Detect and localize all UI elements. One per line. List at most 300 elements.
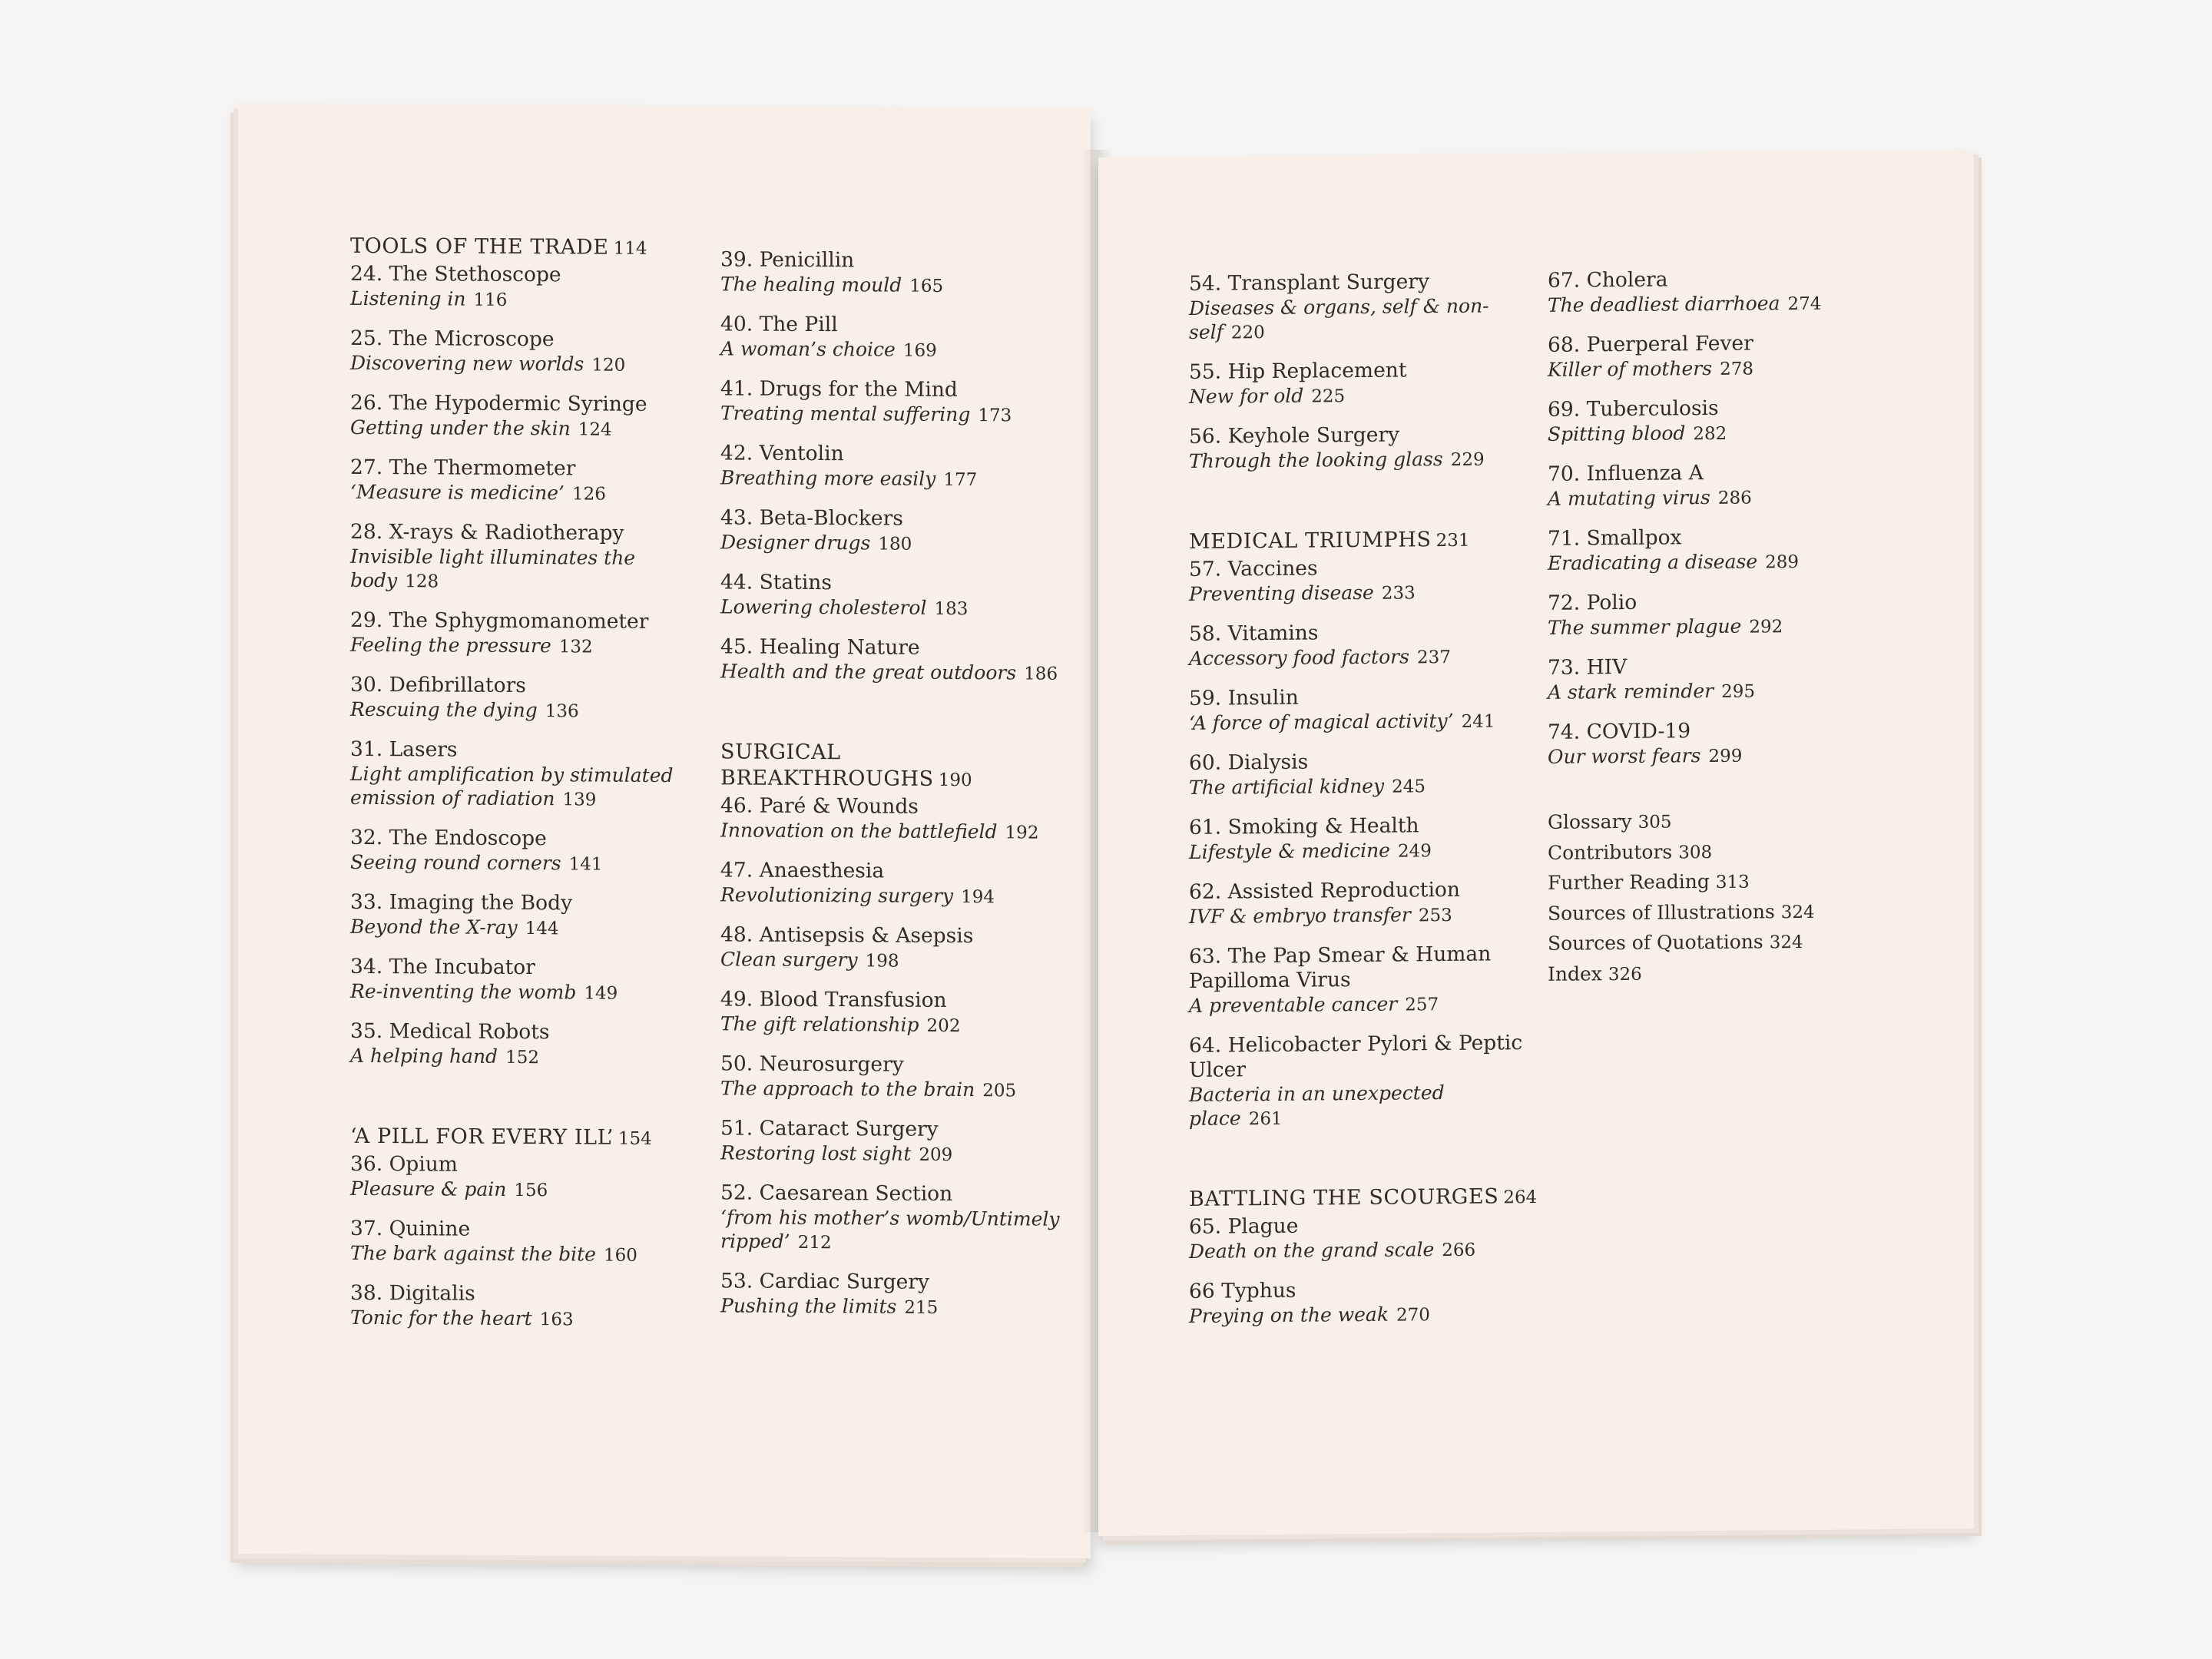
entry-page: 249 bbox=[1397, 841, 1432, 862]
entry-page: 292 bbox=[1749, 617, 1783, 637]
entry-subtitle-text: A mutating virus bbox=[1548, 486, 1710, 510]
entry-subtitle-text: Killer of mothers bbox=[1548, 357, 1713, 381]
entry-subtitle bbox=[350, 697, 688, 724]
entry-subtitle bbox=[350, 480, 688, 507]
entry-title: 44. Statins bbox=[720, 570, 832, 595]
entry-title: 65. Plague bbox=[1189, 1214, 1299, 1239]
entry-subtitle-text: IVF & embryo transfer bbox=[1189, 903, 1411, 928]
entry-title: 66 Typhus bbox=[1189, 1278, 1296, 1303]
section-title: MEDICAL TRIUMPHS bbox=[1189, 528, 1432, 554]
entry-subtitle-text: Invisible light illuminates the body bbox=[350, 545, 636, 592]
entry-subtitle bbox=[350, 286, 688, 313]
toc-entry bbox=[1548, 266, 1870, 319]
back-matter bbox=[1548, 805, 1870, 990]
entry-subtitle bbox=[720, 1076, 1066, 1103]
toc-entry bbox=[720, 1181, 1066, 1256]
back-matter-page: 308 bbox=[1678, 842, 1713, 863]
toc-entry bbox=[720, 1051, 1066, 1103]
left-page bbox=[238, 104, 1091, 1558]
back-matter-item bbox=[1548, 896, 1870, 929]
entry-page: 169 bbox=[902, 340, 937, 361]
toc-entry bbox=[350, 1019, 688, 1071]
entry-subtitle-text: Feeling the pressure bbox=[350, 633, 551, 657]
entry-title: 27. The Thermometer bbox=[350, 455, 576, 481]
entry-title: 43. Beta-Blockers bbox=[720, 505, 903, 531]
toc-entry bbox=[350, 737, 688, 813]
toc-entry bbox=[1189, 1277, 1542, 1330]
entry-subtitle bbox=[350, 416, 688, 442]
entry-title: 41. Drugs for the Mind bbox=[720, 376, 958, 402]
entry-page: 245 bbox=[1392, 777, 1426, 797]
entry-subtitle-text: Getting under the skin bbox=[350, 416, 571, 440]
toc-entry bbox=[720, 922, 1066, 974]
back-matter-item bbox=[1548, 957, 1870, 990]
section-heading bbox=[1189, 1184, 1542, 1214]
entry-page: 202 bbox=[926, 1015, 961, 1037]
entry-subtitle-text: Eradicating a disease bbox=[1548, 550, 1758, 575]
toc-entry bbox=[350, 673, 688, 724]
toc-entry bbox=[1189, 813, 1542, 866]
toc-entry bbox=[1548, 717, 1870, 770]
toc-entry bbox=[350, 326, 688, 378]
entry-subtitle bbox=[350, 1241, 688, 1268]
entry-subtitle-text: Light amplification by stimulated emission of radiation bbox=[350, 762, 674, 810]
entry-subtitle bbox=[1189, 579, 1542, 608]
entry-title: 72. Polio bbox=[1548, 590, 1637, 615]
back-matter-item bbox=[1548, 805, 1870, 838]
toc-entry bbox=[1548, 653, 1870, 706]
entry-title: 60. Dialysis bbox=[1189, 750, 1309, 775]
entry-subtitle bbox=[1189, 644, 1542, 672]
entry-title: 34. The Incubator bbox=[350, 954, 535, 980]
section-heading bbox=[720, 739, 1066, 793]
entry-title: 46. Paré & Wounds bbox=[720, 793, 919, 819]
entry-subtitle-text: The summer plague bbox=[1548, 614, 1742, 639]
entry-subtitle bbox=[1548, 484, 1870, 512]
entry-subtitle-text: A helping hand bbox=[350, 1044, 498, 1068]
entry-title: 29. The Sphygmomanometer bbox=[350, 608, 649, 634]
entry-page: 183 bbox=[934, 598, 969, 620]
entry-subtitle bbox=[1189, 1237, 1542, 1265]
entry-subtitle bbox=[1189, 382, 1542, 410]
entry-subtitle bbox=[720, 659, 1066, 686]
toc-entry bbox=[350, 262, 688, 313]
entry-subtitle-text: Designer drugs bbox=[720, 531, 871, 555]
entry-subtitle bbox=[720, 272, 1066, 299]
toc-entry bbox=[720, 570, 1066, 621]
entry-subtitle bbox=[350, 850, 688, 877]
entry-title: 62. Assisted Reproduction bbox=[1189, 877, 1460, 904]
entry-subtitle bbox=[720, 818, 1066, 845]
toc-entry bbox=[350, 455, 688, 507]
entry-title: 64. Helicobacter Pylori & Peptic Ulcer bbox=[1189, 1031, 1523, 1082]
back-matter-label: Glossary bbox=[1548, 810, 1632, 833]
entry-subtitle-text: Our worst fears bbox=[1548, 744, 1701, 768]
entry-subtitle bbox=[1548, 290, 1870, 319]
entry-title: 39. Penicillin bbox=[720, 247, 855, 273]
entry-page: 194 bbox=[961, 887, 995, 908]
entry-title: 38. Digitalis bbox=[350, 1280, 475, 1306]
back-matter-page: 305 bbox=[1637, 812, 1672, 833]
entry-subtitle-text: Lowering cholesterol bbox=[720, 595, 927, 619]
entry-page: 237 bbox=[1416, 647, 1451, 668]
toc-entry bbox=[1548, 459, 1870, 512]
entry-title: 25. The Microscope bbox=[350, 326, 555, 352]
entry-page: 165 bbox=[909, 276, 944, 296]
toc-entry bbox=[1548, 330, 1870, 383]
entry-page: 126 bbox=[571, 484, 606, 505]
entry-title: 55. Hip Replacement bbox=[1189, 358, 1407, 384]
toc-entry bbox=[720, 634, 1066, 686]
entry-subtitle bbox=[350, 633, 688, 660]
entry-subtitle bbox=[1189, 708, 1542, 737]
entry-page: 132 bbox=[558, 637, 593, 657]
section-gap bbox=[1189, 1144, 1542, 1187]
entry-page: 116 bbox=[473, 290, 508, 310]
toc-entry bbox=[720, 312, 1066, 363]
entry-subtitle bbox=[350, 762, 688, 813]
section-gap bbox=[350, 1084, 688, 1125]
section-title: SURGICAL BREAKTHROUGHS bbox=[720, 740, 934, 791]
toc-entry bbox=[720, 247, 1066, 299]
entry-title: 69. Tuberculosis bbox=[1548, 396, 1719, 422]
toc-entry bbox=[1548, 588, 1870, 641]
entry-page: 215 bbox=[904, 1297, 939, 1318]
entry-page: 124 bbox=[578, 419, 612, 440]
entry-page: 186 bbox=[1024, 664, 1058, 684]
entry-subtitle bbox=[720, 530, 1066, 557]
toc-entry bbox=[720, 441, 1066, 492]
toc-entry bbox=[1548, 524, 1870, 577]
toc-entry bbox=[350, 391, 688, 442]
entry-title: 37. Quinine bbox=[350, 1216, 471, 1241]
back-matter-label: Contributors bbox=[1548, 839, 1673, 864]
entry-page: 266 bbox=[1442, 1240, 1476, 1261]
entry-title: 47. Anaesthesia bbox=[720, 858, 885, 883]
toc-entry bbox=[350, 826, 688, 877]
entry-page: 274 bbox=[1787, 293, 1822, 315]
toc-entry bbox=[1189, 357, 1542, 410]
entry-title: 36. Opium bbox=[350, 1151, 458, 1177]
entry-page: 173 bbox=[978, 406, 1012, 426]
back-matter-item bbox=[1548, 926, 1870, 959]
section-title: BATTLING THE SCOURGES bbox=[1189, 1184, 1499, 1211]
entry-subtitle bbox=[720, 1012, 1066, 1038]
entry-subtitle bbox=[720, 401, 1066, 428]
back-matter-label: Index bbox=[1548, 962, 1602, 985]
toc-entry bbox=[1189, 422, 1542, 475]
toc-entry bbox=[1189, 619, 1542, 672]
entry-subtitle-text: Pushing the limits bbox=[720, 1294, 897, 1318]
entry-page: 192 bbox=[1005, 823, 1039, 843]
entry-subtitle-text: Spitting blood bbox=[1548, 422, 1686, 445]
entry-subtitle-text: Rescuing the dying bbox=[350, 697, 538, 722]
entry-title: 73. HIV bbox=[1548, 654, 1628, 680]
toc-entry bbox=[720, 858, 1066, 909]
entry-subtitle bbox=[720, 947, 1066, 974]
entry-title: 63. The Pap Smear & Human Papilloma Virus bbox=[1189, 942, 1492, 993]
entry-subtitle-text: Innovation on the battlefield bbox=[720, 819, 998, 843]
entry-subtitle-text: Through the looking glass bbox=[1189, 448, 1443, 472]
back-matter-label: Sources of Quotations bbox=[1548, 930, 1763, 955]
entry-page: 261 bbox=[1248, 1108, 1283, 1130]
entry-page: 156 bbox=[514, 1180, 548, 1201]
entry-subtitle bbox=[1548, 677, 1870, 706]
entry-title: 31. Lasers bbox=[350, 737, 458, 762]
entry-title: 24. The Stethoscope bbox=[350, 261, 561, 287]
toc-entry bbox=[720, 1269, 1066, 1320]
entry-page: 229 bbox=[1450, 449, 1485, 470]
entry-title: 28. X-rays & Radiotherapy bbox=[350, 519, 624, 545]
entry-page: 120 bbox=[591, 355, 626, 376]
toc-entry bbox=[1189, 1212, 1542, 1265]
section-heading bbox=[350, 1124, 688, 1152]
entry-subtitle-text: ‘A force of magical activity’ bbox=[1189, 709, 1454, 734]
entry-subtitle-text: Tonic for the heart bbox=[350, 1306, 532, 1330]
entry-page: 270 bbox=[1396, 1305, 1430, 1326]
entry-title: 35. Medical Robots bbox=[350, 1018, 550, 1045]
entry-subtitle bbox=[350, 979, 688, 1006]
entry-title: 57. Vaccines bbox=[1189, 556, 1318, 581]
entry-page: 282 bbox=[1693, 423, 1727, 445]
entry-subtitle bbox=[1548, 419, 1870, 448]
left-column-2 bbox=[720, 247, 1066, 1335]
entry-subtitle-text: Diseases & organs, self & non-self bbox=[1189, 294, 1489, 343]
entry-subtitle bbox=[350, 1306, 688, 1333]
section-page: 190 bbox=[938, 770, 972, 791]
entry-title: 48. Antisepsis & Asepsis bbox=[720, 922, 974, 949]
entry-subtitle-text: Bacteria in an unexpected place bbox=[1189, 1081, 1445, 1130]
entry-subtitle-text: A preventable cancer bbox=[1189, 992, 1398, 1017]
right-page bbox=[1098, 150, 1974, 1536]
toc-entry bbox=[720, 1116, 1066, 1167]
entry-subtitle bbox=[720, 882, 1066, 909]
toc-entry bbox=[1189, 684, 1542, 737]
entry-subtitle-text: Beyond the X-ray bbox=[350, 915, 518, 939]
entry-title: 50. Neurosurgery bbox=[720, 1051, 904, 1077]
left-column-1 bbox=[350, 233, 688, 1347]
entry-page: 149 bbox=[584, 983, 618, 1004]
toc-entry bbox=[1189, 748, 1542, 801]
entry-subtitle-text: The artificial kidney bbox=[1189, 774, 1385, 799]
entry-title: 30. Defibrillators bbox=[350, 672, 526, 698]
toc-entry bbox=[350, 1217, 688, 1268]
entry-title: 71. Smallpox bbox=[1548, 525, 1682, 551]
entry-title: 56. Keyhole Surgery bbox=[1189, 422, 1400, 449]
entry-page: 205 bbox=[982, 1081, 1017, 1101]
entry-subtitle-text: Lifestyle & medicine bbox=[1189, 839, 1390, 863]
right-column-2 bbox=[1548, 266, 1870, 990]
entry-title: 74. COVID-19 bbox=[1548, 719, 1691, 744]
entry-title: 33. Imaging the Body bbox=[350, 889, 573, 916]
toc-entry bbox=[720, 505, 1066, 557]
entry-subtitle bbox=[1189, 446, 1542, 475]
entry-subtitle bbox=[1548, 742, 1870, 770]
section-heading bbox=[1189, 526, 1542, 556]
entry-page: 220 bbox=[1230, 323, 1265, 343]
section-title: ‘A PILL FOR EVERY ILL’ bbox=[350, 1124, 614, 1150]
section-gap bbox=[1189, 486, 1542, 529]
entry-title: 26. The Hypodermic Syringe bbox=[350, 390, 647, 416]
back-matter-page: 313 bbox=[1715, 872, 1750, 892]
toc-entry bbox=[1189, 877, 1542, 930]
back-matter-item bbox=[1548, 866, 1870, 899]
entry-page: 160 bbox=[603, 1245, 637, 1266]
entry-subtitle-text: Restoring lost sight bbox=[720, 1141, 912, 1165]
entry-subtitle bbox=[1189, 773, 1542, 801]
entry-page: 241 bbox=[1461, 711, 1495, 732]
entry-subtitle bbox=[350, 1044, 688, 1071]
entry-title: 49. Blood Transfusion bbox=[720, 987, 947, 1012]
entry-subtitle bbox=[1189, 1080, 1542, 1132]
right-column-1 bbox=[1189, 269, 1542, 1344]
back-matter-page: 324 bbox=[1769, 932, 1803, 953]
entry-subtitle bbox=[720, 336, 1066, 363]
toc-entry bbox=[350, 1281, 688, 1333]
entry-subtitle-text: Preying on the weak bbox=[1189, 1303, 1389, 1327]
entry-title: 58. Vitamins bbox=[1189, 621, 1319, 646]
toc-entry bbox=[350, 955, 688, 1006]
entry-title: 61. Smoking & Health bbox=[1189, 813, 1419, 839]
entry-page: 180 bbox=[878, 534, 912, 555]
entry-subtitle-text: ‘Measure is medicine’ bbox=[350, 480, 565, 505]
entry-title: 51. Cataract Surgery bbox=[720, 1116, 939, 1141]
entry-subtitle bbox=[720, 594, 1066, 621]
entry-subtitle bbox=[720, 1205, 1066, 1256]
entry-subtitle bbox=[1548, 613, 1870, 641]
entry-subtitle-text: Accessory food factors bbox=[1189, 645, 1409, 670]
back-matter-page: 324 bbox=[1780, 902, 1815, 922]
entry-title: 53. Cardiac Surgery bbox=[720, 1269, 929, 1294]
entry-title: 40. The Pill bbox=[720, 312, 838, 337]
toc-entry bbox=[1189, 942, 1542, 1019]
entry-subtitle-text: A woman’s choice bbox=[720, 337, 896, 361]
entry-title: 68. Puerperal Fever bbox=[1548, 331, 1753, 357]
entry-title: 59. Insulin bbox=[1189, 685, 1299, 710]
toc-entry bbox=[720, 793, 1066, 845]
section-page: 264 bbox=[1503, 1187, 1538, 1208]
entry-page: 233 bbox=[1381, 583, 1416, 604]
entry-subtitle bbox=[350, 351, 688, 378]
entry-subtitle-text: The bark against the bite bbox=[350, 1241, 596, 1266]
toc-entry bbox=[720, 987, 1066, 1038]
entry-subtitle bbox=[350, 1177, 688, 1204]
entry-subtitle bbox=[1189, 1301, 1542, 1330]
entry-subtitle-text: Preventing disease bbox=[1189, 581, 1374, 605]
entry-page: 295 bbox=[1721, 681, 1756, 702]
entry-subtitle bbox=[1189, 902, 1542, 930]
toc-entry bbox=[1189, 555, 1542, 608]
section-title: TOOLS OF THE TRADE bbox=[350, 233, 609, 260]
entry-page: 209 bbox=[919, 1144, 953, 1165]
toc-entry bbox=[350, 1152, 688, 1204]
toc-entry bbox=[350, 608, 688, 660]
entry-subtitle-text: Death on the grand scale bbox=[1189, 1238, 1435, 1263]
entry-subtitle bbox=[1189, 991, 1542, 1019]
entry-page: 152 bbox=[505, 1047, 539, 1068]
section-page: 231 bbox=[1435, 530, 1470, 551]
back-matter-page: 326 bbox=[1608, 964, 1642, 985]
section-page: 154 bbox=[618, 1128, 652, 1149]
entry-subtitle-text: The deadliest diarrhoea bbox=[1548, 292, 1780, 316]
entry-subtitle bbox=[350, 545, 688, 595]
back-matter-item bbox=[1548, 836, 1870, 869]
entry-subtitle bbox=[720, 1293, 1066, 1320]
entry-subtitle-text: The approach to the brain bbox=[720, 1077, 975, 1101]
toc-entry bbox=[1189, 269, 1542, 346]
section-heading bbox=[350, 233, 688, 262]
entry-subtitle-text: Seeing round corners bbox=[350, 850, 561, 875]
back-matter-gap bbox=[1548, 782, 1870, 808]
entry-subtitle bbox=[720, 1141, 1066, 1167]
entry-subtitle-text: Health and the great outdoors bbox=[720, 660, 1017, 684]
entry-page: 253 bbox=[1418, 905, 1452, 926]
entry-page: 257 bbox=[1405, 995, 1439, 1015]
entry-subtitle-text: ‘from his mother’s womb/Untimely ripped’ bbox=[720, 1206, 1060, 1253]
entry-page: 286 bbox=[1717, 488, 1752, 508]
entry-subtitle bbox=[1548, 548, 1870, 577]
entry-subtitle bbox=[720, 465, 1066, 492]
entry-subtitle-text: Discovering new worlds bbox=[350, 351, 584, 376]
entry-subtitle-text: Clean surgery bbox=[720, 948, 858, 972]
entry-subtitle-text: Listening in bbox=[350, 286, 466, 310]
entry-page: 299 bbox=[1708, 746, 1743, 767]
entry-page: 198 bbox=[865, 951, 899, 972]
entry-page: 139 bbox=[562, 790, 597, 810]
entry-subtitle bbox=[1548, 355, 1870, 383]
entry-subtitle bbox=[1189, 293, 1542, 346]
entry-title: 67. Cholera bbox=[1548, 267, 1668, 293]
entry-page: 225 bbox=[1311, 386, 1346, 407]
entry-title: 45. Healing Nature bbox=[720, 634, 920, 660]
entry-page: 128 bbox=[405, 571, 439, 592]
entry-page: 212 bbox=[797, 1232, 832, 1253]
toc-entry bbox=[350, 520, 688, 595]
entry-subtitle bbox=[350, 915, 688, 942]
entry-title: 54. Transplant Surgery bbox=[1189, 270, 1429, 296]
entry-page: 144 bbox=[525, 919, 559, 939]
back-matter-label: Further Reading bbox=[1548, 870, 1710, 894]
entry-page: 141 bbox=[568, 854, 603, 875]
entry-subtitle-text: The gift relationship bbox=[720, 1012, 919, 1036]
entry-subtitle-text: Breathing more easily bbox=[720, 466, 936, 490]
toc-entry bbox=[1189, 1031, 1542, 1132]
entry-subtitle-text: Treating mental suffering bbox=[720, 402, 971, 426]
toc-entry bbox=[1548, 395, 1870, 448]
toc-entry bbox=[350, 890, 688, 942]
entry-subtitle-text: Re-inventing the womb bbox=[350, 979, 577, 1004]
entry-title: 70. Influenza A bbox=[1548, 461, 1704, 486]
entry-page: 177 bbox=[943, 469, 978, 491]
section-page: 114 bbox=[613, 238, 647, 259]
entry-page: 278 bbox=[1720, 359, 1753, 379]
entry-page: 163 bbox=[539, 1310, 574, 1330]
entry-subtitle-text: Pleasure & pain bbox=[350, 1177, 507, 1200]
section-gap bbox=[720, 699, 1066, 740]
entry-page: 136 bbox=[545, 701, 579, 722]
entry-subtitle-text: New for old bbox=[1189, 384, 1304, 408]
entry-title: 32. The Endoscope bbox=[350, 825, 547, 851]
entry-title: 42. Ventolin bbox=[720, 441, 844, 466]
entry-page: 289 bbox=[1765, 552, 1800, 573]
back-matter-label: Sources of Illustrations bbox=[1548, 899, 1775, 925]
entry-title: 52. Caesarean Section bbox=[720, 1181, 953, 1206]
entry-subtitle-text: The healing mould bbox=[720, 273, 902, 296]
entry-subtitle-text: Revolutionizing surgery bbox=[720, 883, 954, 907]
entry-subtitle bbox=[1189, 837, 1542, 866]
entry-subtitle-text: A stark reminder bbox=[1548, 679, 1714, 704]
toc-entry bbox=[720, 376, 1066, 428]
